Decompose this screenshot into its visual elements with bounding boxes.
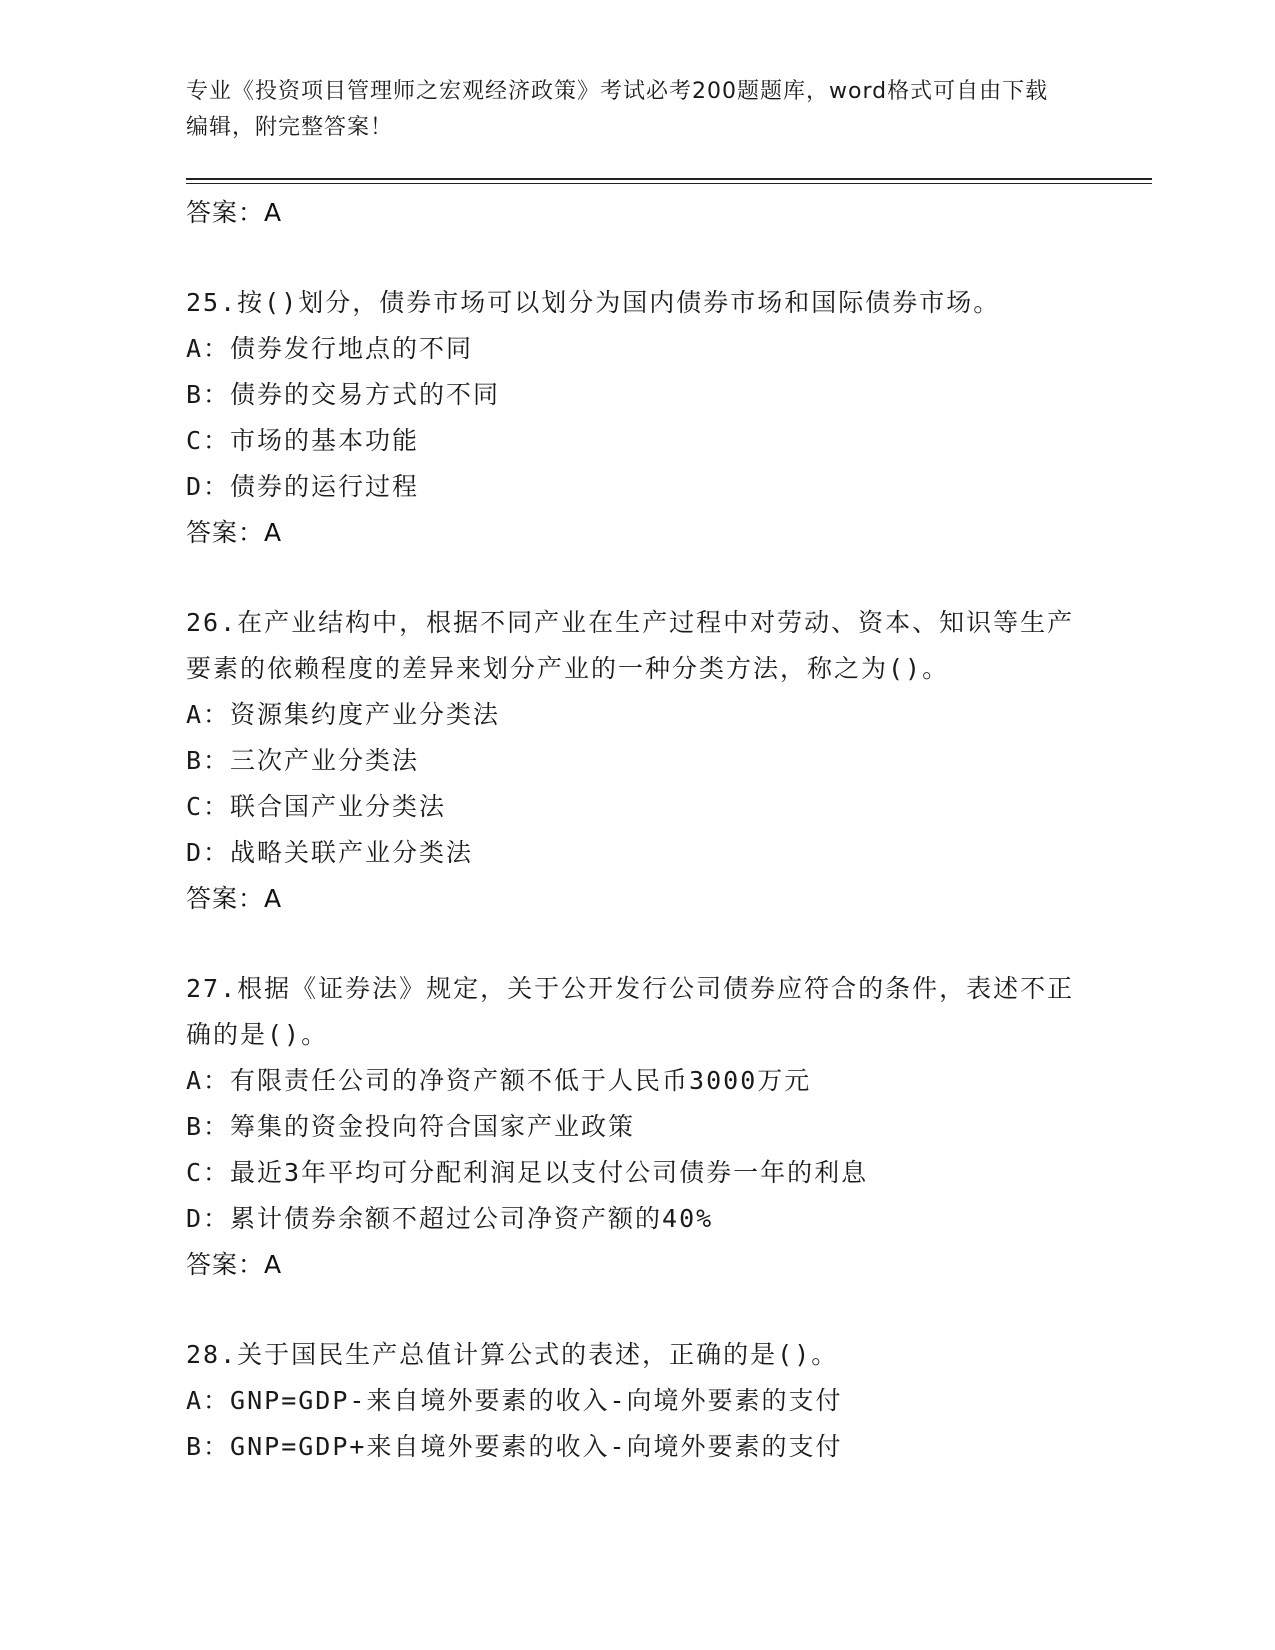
option-b: B：三次产业分类法 [186,746,420,775]
option-a: A：债券发行地点的不同 [186,334,474,363]
question-stem: 25.按()划分，债券市场可以划分为国内债券市场和国际债券市场。 [186,288,1001,317]
option-c: C：联合国产业分类法 [186,792,447,821]
option-d: D：债券的运行过程 [186,472,420,501]
header-divider-thick [186,178,1152,180]
option-b: B：债券的交易方式的不同 [186,380,501,409]
option-c: C：最近3年平均可分配利润足以支付公司债券一年的利息 [186,1158,869,1187]
question-block [186,966,1086,1288]
header-divider-thin [186,183,1152,184]
option-d: D：战略关联产业分类法 [186,838,474,867]
option-c: C：市场的基本功能 [186,426,420,455]
question-block [186,280,1086,556]
document-header: 专业《投资项目管理师之宏观经济政策》考试必考200题题库，word格式可自由下载编辑，附完整答案！ [186,79,1049,140]
option-a: A：GNP=GDP-来自境外要素的收入-向境外要素的支付 [186,1386,843,1415]
question-block [186,600,1086,922]
option-a: A：有限责任公司的净资产额不低于人民币3000万元 [186,1066,812,1095]
option-b: B：GNP=GDP+来自境外要素的收入-向境外要素的支付 [186,1432,843,1461]
answer-line: 答案：A [186,518,283,547]
question-stem: 26.在产业结构中，根据不同产业在生产过程中对劳动、资本、知识等生产要素的依赖程度的差异来划分产业的一种分类方法，称之为()。 [186,608,1075,683]
answer-line: 答案：A [186,1250,283,1279]
question-list [186,190,1086,1470]
answer-line: 答案：A [186,884,283,913]
option-d: D：累计债券余额不超过公司净资产额的40% [186,1204,714,1233]
question-stem: 27.根据《证券法》规定，关于公开发行公司债券应符合的条件，表述不正确的是()。 [186,974,1075,1049]
question-stem: 28.关于国民生产总值计算公式的表述，正确的是()。 [186,1340,839,1369]
question-block [186,1332,1086,1470]
option-a: A：资源集约度产业分类法 [186,700,501,729]
option-b: B：筹集的资金投向符合国家产业政策 [186,1112,636,1141]
answer-line: 答案：A [186,198,283,227]
